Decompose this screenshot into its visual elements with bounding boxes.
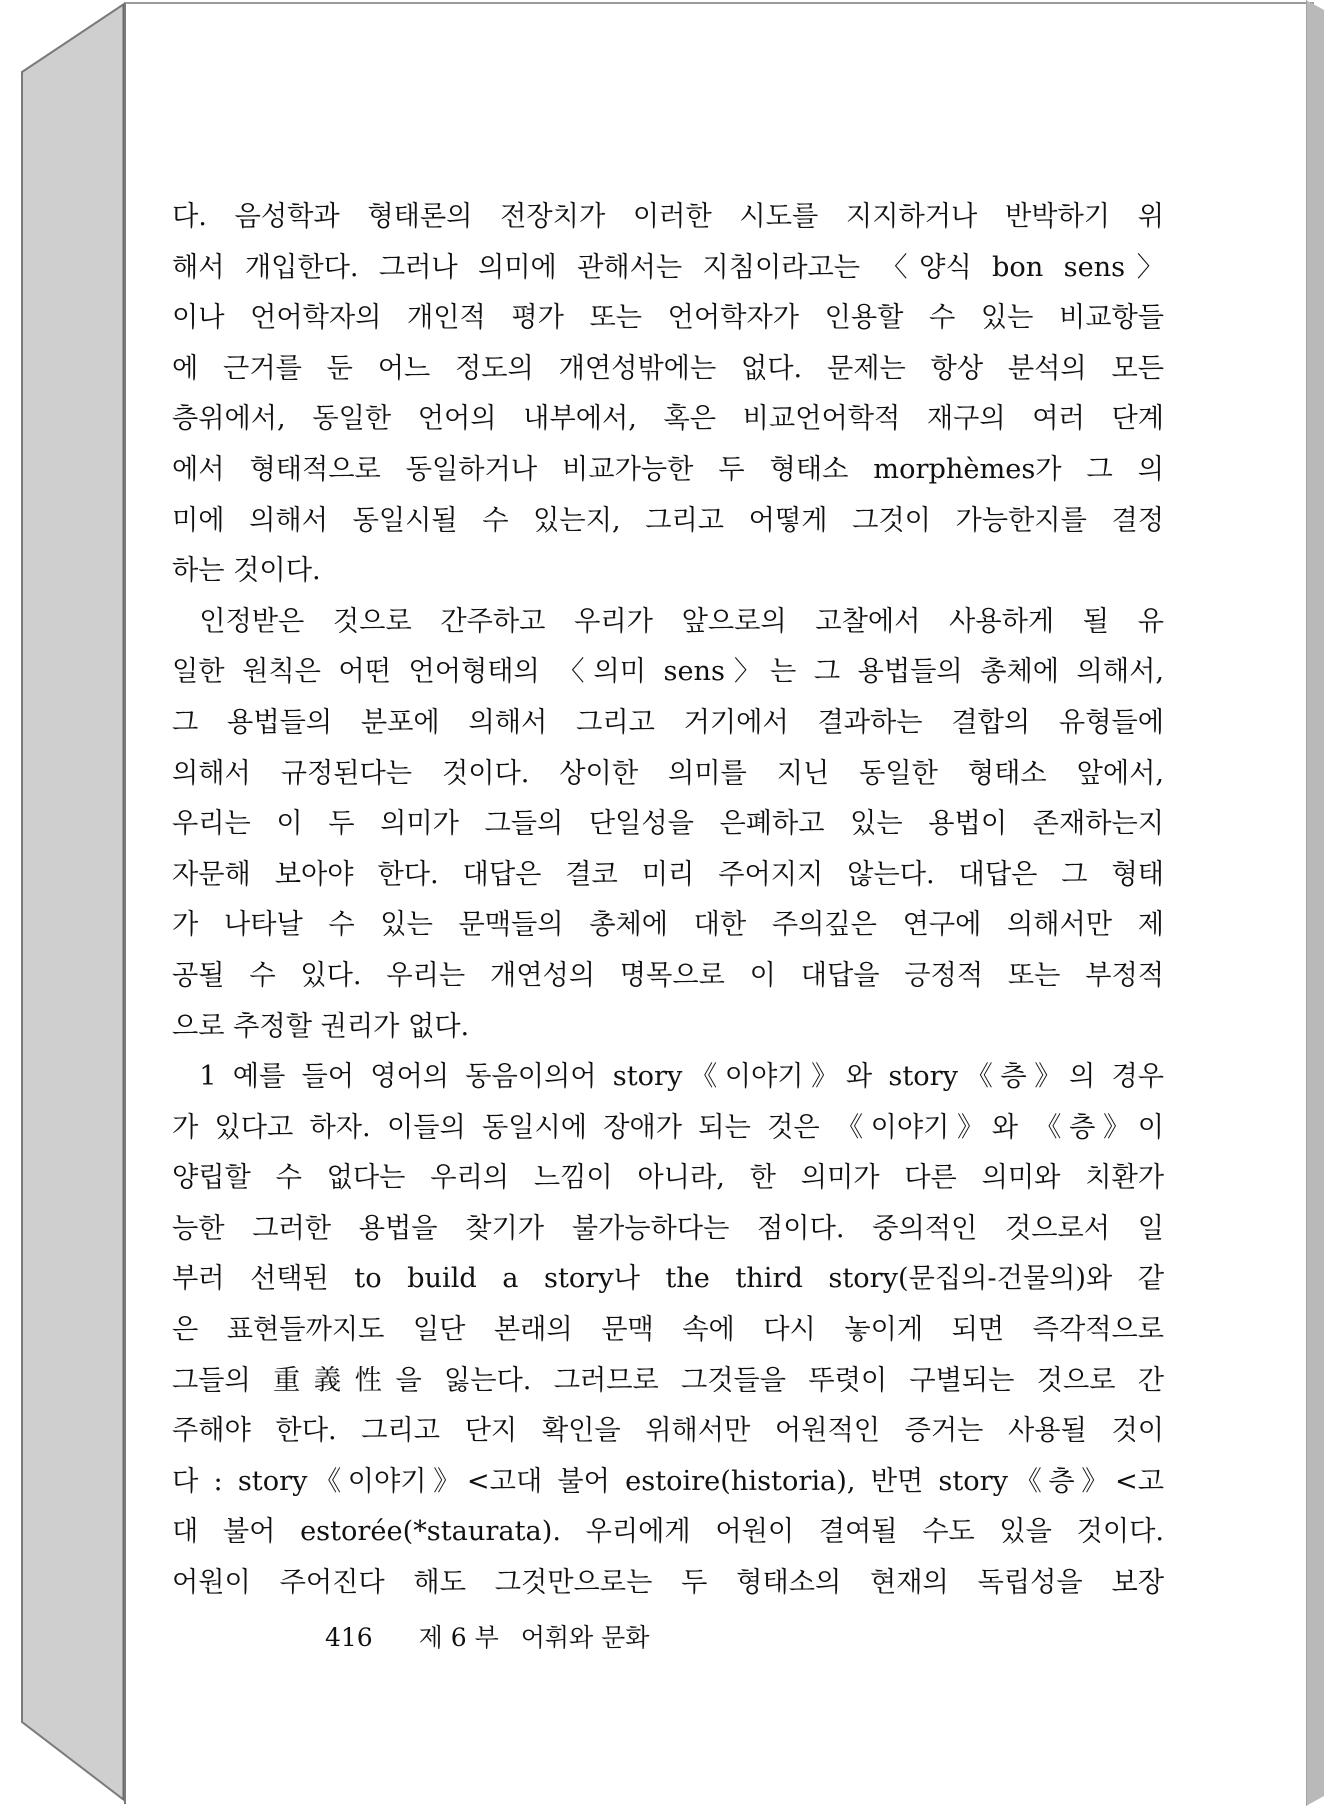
- text-line: 미에 의해서 동일시될 수 있는지, 그리고 어떻게 그것이 가능한지를 결정: [172, 504, 1164, 536]
- text-line: 에 근거를 둔 어느 정도의 개연성밖에는 없다. 문제는 항상 분석의 모든: [172, 352, 1164, 384]
- book-spine: [0, 0, 130, 1806]
- text-line: 능한 그러한 용법을 찾기가 불가능하다는 점이다. 중의적인 것으로서 일: [172, 1212, 1164, 1244]
- text-line: 일한 원칙은 어떤 언어형태의 〈의미 sens〉는 그 용법들의 총체에 의해서,: [172, 656, 1164, 688]
- text-line: 의해서 규정된다는 것이다. 상이한 의미를 지닌 동일한 형태소 앞에서,: [172, 757, 1164, 789]
- text-line: 주해야 한다. 그리고 단지 확인을 위해서만 어원적인 증거는 사용될 것이: [172, 1415, 1164, 1447]
- text-line: 양립할 수 없다는 우리의 느낌이 아니라, 한 의미가 다른 의미와 치환가: [172, 1162, 1164, 1194]
- text-line: 가 있다고 하자. 이들의 동일시에 장애가 되는 것은 《이야기》와 《층》이: [172, 1111, 1164, 1143]
- text-line: 인정받은 것으로 간주하고 우리가 앞으로의 고찰에서 사용하게 될 유: [199, 605, 1164, 637]
- page-edge: [1306, 0, 1324, 1806]
- body-text: [172, 192, 1164, 1609]
- text-line: 자문해 보아야 한다. 대답은 결코 미리 주어지지 않는다. 대답은 그 형태: [172, 858, 1164, 890]
- text-line: 어원이 주어진다 해도 그것만으로는 두 형태소의 현재의 독립성을 보장: [172, 1567, 1164, 1599]
- text-line: 해서 개입한다. 그러나 의미에 관해서는 지침이라고는 〈양식 bon sens〉: [172, 251, 1164, 283]
- text-line: 대 불어 estorée(*staurata). 우리에게 어원이 결여될 수도 있을 것이다.: [172, 1516, 1164, 1548]
- footer-title: 어휘와 문화: [520, 1623, 650, 1652]
- text-line: 그 용법들의 분포에 의해서 그리고 거기에서 결과하는 결합의 유형들에: [172, 706, 1164, 738]
- text-line: 가 나타날 수 있는 문맥들의 총체에 대한 주의깊은 연구에 의해서만 제: [172, 909, 1164, 941]
- text-line: 하는 것이다.: [172, 555, 321, 587]
- text-line: 그들의 重義性을 잃는다. 그러므로 그것들을 뚜렷이 구별되는 것으로 간: [172, 1364, 1164, 1396]
- footer-part: 제 6 부: [418, 1623, 499, 1652]
- text-line: 에서 형태적으로 동일하거나 비교가능한 두 형태소 morphèmes가 그 의: [172, 453, 1164, 485]
- text-line: 다 : story《이야기》<고대 불어 estoire(historia), 반면 story《층》<고: [172, 1465, 1164, 1497]
- text-line: 1 예를 들어 영어의 동음이의어 story《이야기》와 story《층》의 경우: [199, 1061, 1164, 1093]
- text-line: 다. 음성학과 형태론의 전장치가 이러한 시도를 지지하거나 반박하기 위: [172, 201, 1164, 232]
- text-line: 공될 수 있다. 우리는 개연성의 명목으로 이 대답을 긍정적 또는 부정적: [172, 959, 1164, 991]
- text-line: 이나 언어학자의 개인적 평가 또는 언어학자가 인용할 수 있는 비교항들: [172, 302, 1164, 334]
- text-line: 우리는 이 두 의미가 그들의 단일성을 은폐하고 있는 용법이 존재하는지: [172, 808, 1164, 840]
- text-line: 은 표현들까지도 일단 본래의 문맥 속에 다시 놓이게 되면 즉각적으로: [172, 1314, 1164, 1346]
- text-line: 부러 선택된 to build a story나 the third story(문집의-건물의)와 같: [172, 1263, 1164, 1295]
- text-line: 으로 추정할 권리가 없다.: [172, 1010, 470, 1042]
- page-footer: [325, 1618, 649, 1654]
- text-line: 층위에서, 동일한 언어의 내부에서, 혹은 비교언어학적 재구의 여러 단계: [172, 403, 1164, 435]
- page-number: 416: [325, 1623, 373, 1652]
